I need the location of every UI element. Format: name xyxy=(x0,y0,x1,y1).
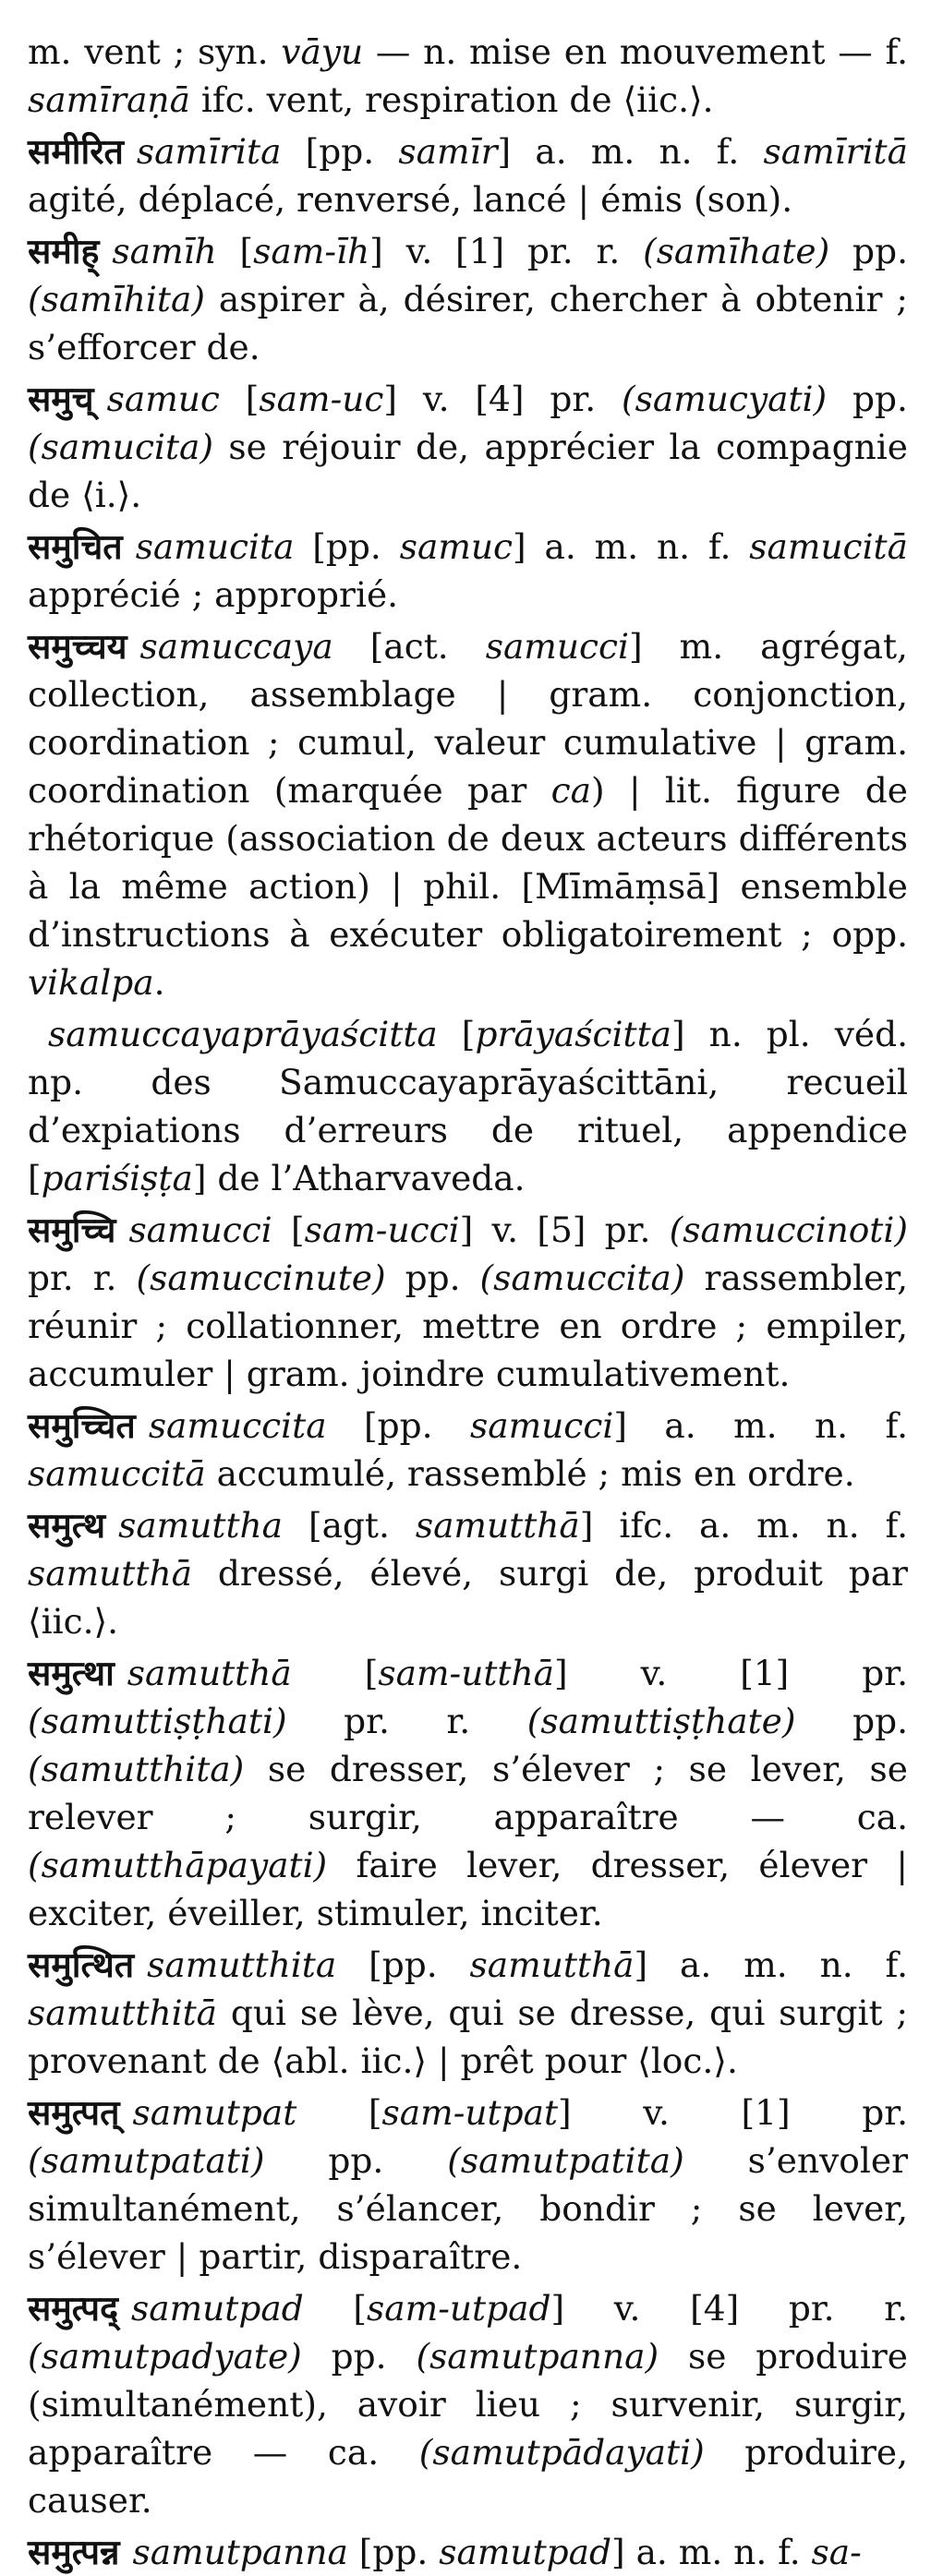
dictionary-entry xyxy=(28,2088,908,2281)
headword-devanagari: समुत्था xyxy=(28,1653,115,1693)
italic-term: (samutpādayati) xyxy=(418,2432,705,2473)
italic-term: ca xyxy=(550,770,591,811)
italic-term: (samuttiṣṭhati) xyxy=(28,1701,287,1741)
definition-text: [ xyxy=(219,379,260,419)
dictionary-entry xyxy=(28,1941,908,2085)
italic-term: samutpad xyxy=(131,2288,304,2329)
dictionary-entry xyxy=(28,1501,908,1645)
definition-text: dressé, élevé, surgi de, produit par ⟨iic.⟩. xyxy=(28,1553,908,1642)
definition-text: se réjouir de, apprécier la compagnie de ⟨i.⟩. xyxy=(28,427,908,515)
definition-text: . xyxy=(153,962,165,1003)
italic-term: samutthitā xyxy=(28,1992,218,2033)
italic-term: samucita xyxy=(135,526,295,567)
italic-term: (samīhita) xyxy=(28,279,205,319)
dictionary-entry xyxy=(28,2284,908,2524)
definition-text: [ xyxy=(291,1653,379,1693)
italic-term: (samutthāpayati) xyxy=(28,1845,328,1885)
dictionary-entry xyxy=(28,28,908,124)
definition-text: pp. xyxy=(829,231,908,271)
definition-text: faire lever, dresser, élever | exciter, éveiller, stimuler, inciter. xyxy=(28,1845,908,1933)
italic-term: (samuccinute) xyxy=(136,1258,386,1298)
dictionary-entry xyxy=(28,127,908,223)
dictionary-entry xyxy=(28,622,908,1006)
headword-devanagari: समुत्पन्न xyxy=(28,2532,120,2572)
definition-text: ] n. pl. véd. np. des Samuccayaprāyaścittāni, recueil d’expiations d’erreurs de rituel, appendice [ xyxy=(28,1014,908,1198)
headword-devanagari: समुच्चित xyxy=(28,1405,136,1446)
definition-text: ] v. [1] pr. xyxy=(558,2092,908,2133)
italic-term: samuccayaprāyaścitta xyxy=(48,1014,438,1054)
definition-text: aspirer à, désirer, chercher à obtenir ; s’efforcer de. xyxy=(28,279,908,367)
italic-term: pariśiṣṭa xyxy=(41,1158,193,1198)
italic-term: sam-utpad xyxy=(367,2288,551,2329)
italic-term: samīraṇā xyxy=(28,79,190,120)
definition-text: ] a. m. n. f. xyxy=(497,131,764,172)
headword-devanagari: समुच् xyxy=(28,379,94,419)
headword-devanagari: समुत्थ xyxy=(28,1505,106,1546)
definition-text: ] v. [4] pr. r. xyxy=(550,2288,908,2329)
definition-text: [pp. xyxy=(281,131,399,172)
dictionary-entry xyxy=(28,1402,908,1498)
definition-text: produire, causer. xyxy=(28,2432,908,2521)
definition-text: ifc. vent, respiration de ⟨iic.⟩. xyxy=(189,79,714,120)
italic-term: samīh xyxy=(112,231,217,271)
headword-devanagari: समुत्थित xyxy=(28,1944,135,1985)
sub-entry xyxy=(28,1010,908,1202)
italic-term: vikalpa xyxy=(28,962,154,1003)
italic-term: samutthā xyxy=(28,1553,192,1594)
definition-text: [pp. xyxy=(294,526,400,567)
definition-text: ] v. [5] pr. xyxy=(459,1210,670,1250)
headword-devanagari: समुच्चि xyxy=(28,1210,116,1250)
definition-text: ] a. m. n. f. xyxy=(634,1944,908,1985)
definition-text: [ xyxy=(272,1210,305,1250)
italic-term: (samutpadyate) xyxy=(28,2336,302,2377)
definition-text: ] a. m. n. f. xyxy=(611,2532,812,2572)
italic-term: samutthita xyxy=(147,1944,337,1985)
definition-text: agité, déplacé, renversé, lancé | émis (son). xyxy=(28,179,793,220)
italic-term: samīritā xyxy=(763,131,908,172)
definition-text: ] a. m. n. f. xyxy=(613,1405,908,1446)
dictionary-entry xyxy=(28,2528,908,2576)
italic-term: samucci xyxy=(128,1210,272,1250)
italic-term: samīr xyxy=(398,131,498,172)
definition-text: accumulé, rassemblé ; mis en ordre. xyxy=(205,1453,855,1494)
definition-text: — n. mise en mouvement — f. xyxy=(363,31,908,72)
definition-text: [ xyxy=(296,2092,382,2133)
italic-term: (samutpatati) xyxy=(28,2140,265,2181)
definition-text: ] v. [4] pr. xyxy=(383,379,622,419)
headword-devanagari: समीरित xyxy=(28,131,124,172)
definition-text: [pp. xyxy=(326,1405,470,1446)
definition-text: rassembler, réunir ; collationner, mettre en ordre ; empiler, accumuler | gram. joindre cumulativement. xyxy=(28,1258,908,1394)
definition-text: pr. r. xyxy=(286,1701,527,1741)
italic-term: samuccitā xyxy=(28,1453,206,1494)
definition-text: pr. r. xyxy=(28,1258,137,1298)
dictionary-entry xyxy=(28,1206,908,1398)
dictionary-entry xyxy=(28,375,908,519)
definition-text: [pp. xyxy=(336,1944,470,1985)
italic-term: samucitā xyxy=(749,526,908,567)
definition-text: [pp. xyxy=(347,2532,440,2572)
italic-term: sa- xyxy=(811,2532,862,2572)
definition-text: qui se lève, qui se dresse, qui surgit ; provenant de ⟨abl. iic.⟩ | prêt pour ⟨loc.⟩. xyxy=(28,1992,908,2081)
dictionary-entry xyxy=(28,1649,908,1937)
italic-term: samutpanna xyxy=(132,2532,348,2572)
italic-term: samutpad xyxy=(439,2532,612,2572)
italic-term: (samutthita) xyxy=(28,1749,245,1789)
italic-term: samīrita xyxy=(136,131,282,172)
definition-text: [ xyxy=(303,2288,368,2329)
definition-text: pp. xyxy=(385,1258,480,1298)
italic-term: sam-utpat xyxy=(381,2092,559,2133)
italic-term: samuc xyxy=(399,526,514,567)
italic-term: (samutpanna) xyxy=(416,2336,659,2377)
definition-text: pp. xyxy=(827,379,908,419)
italic-term: sam-īh xyxy=(253,231,370,271)
italic-term: sam-ucci xyxy=(304,1210,460,1250)
definition-text: ] v. [1] pr. r. xyxy=(369,231,644,271)
italic-term: (samuttiṣṭhate) xyxy=(526,1701,796,1741)
italic-term: samucci xyxy=(485,626,630,667)
definition-text: ] de l’Atharvaveda. xyxy=(192,1158,526,1198)
italic-term: (samutpatita) xyxy=(447,2140,684,2181)
italic-term: (samucita) xyxy=(28,427,213,467)
italic-term: samuccita xyxy=(148,1405,327,1446)
headword-devanagari: समुचित xyxy=(28,526,123,567)
definition-text: se dresser, s’élever ; se lever, se relever ; surgir, apparaître — ca. xyxy=(28,1749,908,1837)
entry-list xyxy=(28,28,908,2576)
definition-text: s’envoler simultanément, s’élancer, bondir ; se lever, s’élever | partir, disparaître. xyxy=(28,2140,908,2277)
definition-text: ) | lit. figure de rhétorique (association de deux acteurs différents à la même action) | phil. [Mīmāṃsā] ensemble d’instructions à exécuter obligatoirement ; opp. xyxy=(28,770,908,955)
definition-text: [act. xyxy=(332,626,486,667)
definition-text: apprécié ; approprié. xyxy=(28,574,399,615)
italic-term: (samucyati) xyxy=(622,379,828,419)
italic-term: samutthā xyxy=(415,1505,580,1546)
definition-text: pp. xyxy=(264,2140,448,2181)
italic-term: (samuccinoti) xyxy=(669,1210,908,1250)
definition-text: pp. xyxy=(301,2336,417,2377)
italic-term: samucci xyxy=(470,1405,614,1446)
headword-devanagari: समुत्पद् xyxy=(28,2288,118,2329)
dictionary-entry xyxy=(28,523,908,619)
definition-text: [ xyxy=(437,1014,476,1054)
definition-text: m. vent ; syn. xyxy=(28,31,282,72)
italic-term: vāyu xyxy=(281,31,364,72)
definition-text: ] ifc. a. m. n. f. xyxy=(579,1505,908,1546)
definition-text: pp. xyxy=(795,1701,908,1741)
definition-text: se produire (simultanément), avoir lieu ; survenir, surgir, apparaître — ca. xyxy=(28,2336,908,2473)
headword-devanagari: समुत्पत् xyxy=(28,2092,120,2133)
italic-term: samutthā xyxy=(127,1653,292,1693)
definition-text: [agt. xyxy=(283,1505,416,1546)
italic-term: (samuccita) xyxy=(479,1258,685,1298)
headword-devanagari: समीह् xyxy=(28,231,100,271)
italic-term: samutthā xyxy=(469,1944,635,1985)
italic-term: samuttha xyxy=(118,1505,284,1546)
definition-text: [ xyxy=(216,231,254,271)
italic-term: samutpat xyxy=(132,2092,297,2133)
definition-text: ] v. [1] pr. xyxy=(554,1653,908,1693)
definition-text: ] m. agrégat, collection, assemblage | gram. conjonction, coordination ; cumul, valeur cumulative | gram. coordination (marquée par xyxy=(28,626,908,811)
italic-term: sam-utthā xyxy=(378,1653,554,1693)
headword-devanagari: समुच्चय xyxy=(28,626,127,667)
italic-term: samuc xyxy=(106,379,220,419)
italic-term: samuccaya xyxy=(139,626,333,667)
definition-text: ] a. m. n. f. xyxy=(513,526,750,567)
italic-term: sam-uc xyxy=(259,379,384,419)
dictionary-entry xyxy=(28,227,908,371)
italic-term: prāyaścitta xyxy=(475,1014,672,1054)
italic-term: (samīhate) xyxy=(643,231,830,271)
